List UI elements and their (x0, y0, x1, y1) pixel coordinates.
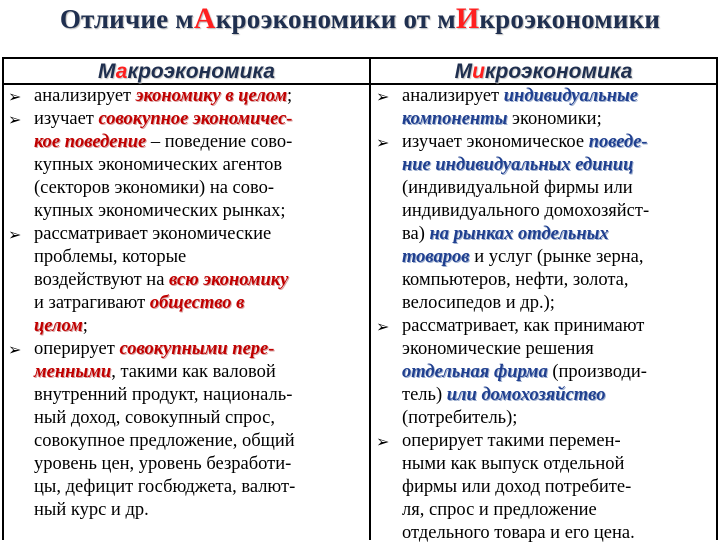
macro-heading (4, 60, 369, 84)
text-line (34, 223, 362, 246)
text-segment: ный курс и др. (34, 500, 149, 520)
text-line (402, 522, 704, 545)
text-line (402, 315, 704, 338)
text-line (34, 200, 362, 223)
macro-item (6, 338, 362, 522)
arrow-bullet-icon: ➢ (376, 133, 390, 152)
text-segment: велосипедов и др.); (402, 293, 555, 313)
text-line (34, 453, 362, 476)
text-line (34, 430, 362, 453)
text-segment: экономики; (507, 109, 602, 129)
micro-heading-first: М (454, 60, 473, 83)
table-column-divider (369, 58, 371, 540)
text-line (402, 223, 704, 246)
text-segment: купных экономических рынках; (34, 201, 286, 221)
macro-heading-accent: а (115, 60, 128, 83)
arrow-bullet-icon: ➢ (8, 340, 22, 359)
micro-item (374, 430, 704, 545)
highlighted-term: всю экономику (169, 270, 289, 290)
text-line (34, 177, 362, 200)
text-segment: ва) (402, 224, 430, 244)
text-segment: оперирует (34, 339, 120, 359)
text-segment: (потребитель); (402, 408, 518, 428)
slide-title (0, 2, 720, 36)
highlighted-term: целом (34, 316, 83, 336)
text-line (34, 407, 362, 430)
highlighted-term: совокупными пере- (119, 339, 275, 359)
text-segment: совокупное предложение, общий (34, 431, 295, 451)
text-line (402, 269, 704, 292)
highlighted-term: менными (34, 362, 112, 382)
text-line (34, 131, 362, 154)
macro-heading-rest: кроэкономика (127, 60, 275, 83)
text-line (34, 476, 362, 499)
arrow-bullet-icon: ➢ (376, 317, 390, 336)
highlighted-term: или домохозяйство (446, 385, 606, 405)
text-line (34, 269, 362, 292)
text-segment: ля, спрос и предложение (402, 500, 597, 520)
text-segment: ный доход, совокупный спрос, (34, 408, 275, 428)
text-segment: оперирует такими перемен- (402, 431, 621, 451)
text-line (402, 499, 704, 522)
text-segment: индивидуального домохозяйст- (402, 201, 650, 221)
text-segment: рассматривает, как принимают (402, 316, 645, 336)
text-line (34, 499, 362, 522)
arrow-bullet-icon: ➢ (8, 110, 22, 129)
text-segment: – поведение сово- (146, 132, 293, 152)
arrow-bullet-icon: ➢ (8, 225, 22, 244)
macro-heading-first: М (98, 60, 116, 83)
micro-column (374, 85, 704, 545)
text-line (402, 177, 704, 200)
highlighted-term: отдельная фирма (402, 362, 548, 382)
text-line (402, 384, 704, 407)
highlighted-term: компоненты (402, 109, 508, 129)
arrow-bullet-icon: ➢ (376, 87, 390, 106)
highlighted-term: ние индивидуальных единиц (402, 155, 634, 175)
micro-heading-accent: и (472, 60, 485, 83)
micro-item (374, 131, 704, 315)
text-segment: тель) (402, 385, 447, 405)
text-line (402, 131, 704, 154)
macro-item (6, 223, 362, 338)
highlighted-term: товаров (402, 247, 470, 267)
title-part3: кроэкономики (479, 4, 661, 34)
text-segment: отдельного товара и его цена. (402, 523, 635, 543)
text-line (402, 200, 704, 223)
text-line (402, 338, 704, 361)
micro-item (374, 315, 704, 430)
text-line (402, 430, 704, 453)
micro-heading-rest: кроэкономика (484, 60, 633, 83)
title-accent-a: А (193, 2, 216, 35)
highlighted-term: общество в (149, 293, 245, 313)
highlighted-term: совокупное экономичес- (98, 109, 293, 129)
highlighted-term: кое поведение (34, 132, 147, 152)
text-line (34, 338, 362, 361)
micro-heading (371, 60, 716, 84)
micro-item (374, 85, 704, 131)
text-line (34, 361, 362, 384)
highlighted-term: поведе- (588, 132, 648, 152)
text-line (402, 108, 704, 131)
text-segment: воздействуют на (34, 270, 170, 290)
macro-item (6, 85, 362, 108)
text-line (402, 154, 704, 177)
highlighted-term: индивидуальные (503, 86, 639, 106)
arrow-bullet-icon: ➢ (8, 87, 22, 106)
table-left-border (2, 58, 4, 540)
macro-column (6, 85, 362, 522)
table-right-border (716, 58, 718, 540)
text-segment: проблемы, которые (34, 247, 187, 267)
text-line (402, 292, 704, 315)
text-segment: ными как выпуск отдельной (402, 454, 625, 474)
text-line (34, 384, 362, 407)
text-segment: рассматривает экономические (34, 224, 272, 244)
text-segment: ; (287, 86, 293, 106)
text-line (34, 108, 362, 131)
text-line (34, 85, 362, 108)
text-segment: и затрагивают (34, 293, 150, 313)
text-line (402, 453, 704, 476)
text-segment: изучает (34, 109, 99, 129)
title-accent-i: И (455, 2, 480, 35)
text-segment: (производи- (547, 362, 647, 382)
text-segment: цы, дефицит госбюджета, валют- (34, 477, 296, 497)
text-segment: купных экономических агентов (34, 155, 283, 175)
text-line (402, 361, 704, 384)
text-line (34, 246, 362, 269)
text-segment: компьютеров, нефти, золота, (402, 270, 629, 290)
text-line (34, 315, 362, 338)
table-top-border (2, 57, 718, 59)
text-line (402, 407, 704, 430)
macro-item (6, 108, 362, 223)
highlighted-term: на рынках отдельных (429, 224, 609, 244)
text-segment: анализирует (34, 86, 136, 106)
text-segment: (индивидуальной фирмы или (402, 178, 633, 198)
text-line (34, 154, 362, 177)
text-line (34, 292, 362, 315)
text-segment: изучает экономическое (402, 132, 589, 152)
text-segment: ; (82, 316, 88, 336)
text-segment: экономические решения (402, 339, 594, 359)
text-line (402, 246, 704, 269)
text-segment: анализирует (402, 86, 504, 106)
text-segment: уровень цен, уровень безработи- (34, 454, 292, 474)
text-line (402, 85, 704, 108)
title-part1: Отличие м (59, 4, 194, 34)
text-segment: , такими как валовой (111, 362, 276, 382)
highlighted-term: экономику в целом (135, 86, 287, 106)
text-segment: (секторов экономики) на сово- (34, 178, 275, 198)
arrow-bullet-icon: ➢ (376, 432, 390, 451)
text-segment: фирмы или доход потребите- (402, 477, 632, 497)
title-part2: кроэкономики от м (215, 4, 456, 34)
text-segment: и услуг (рынке зерна, (469, 247, 644, 267)
text-segment: внутренний продукт, националь- (34, 385, 293, 405)
text-line (402, 476, 704, 499)
